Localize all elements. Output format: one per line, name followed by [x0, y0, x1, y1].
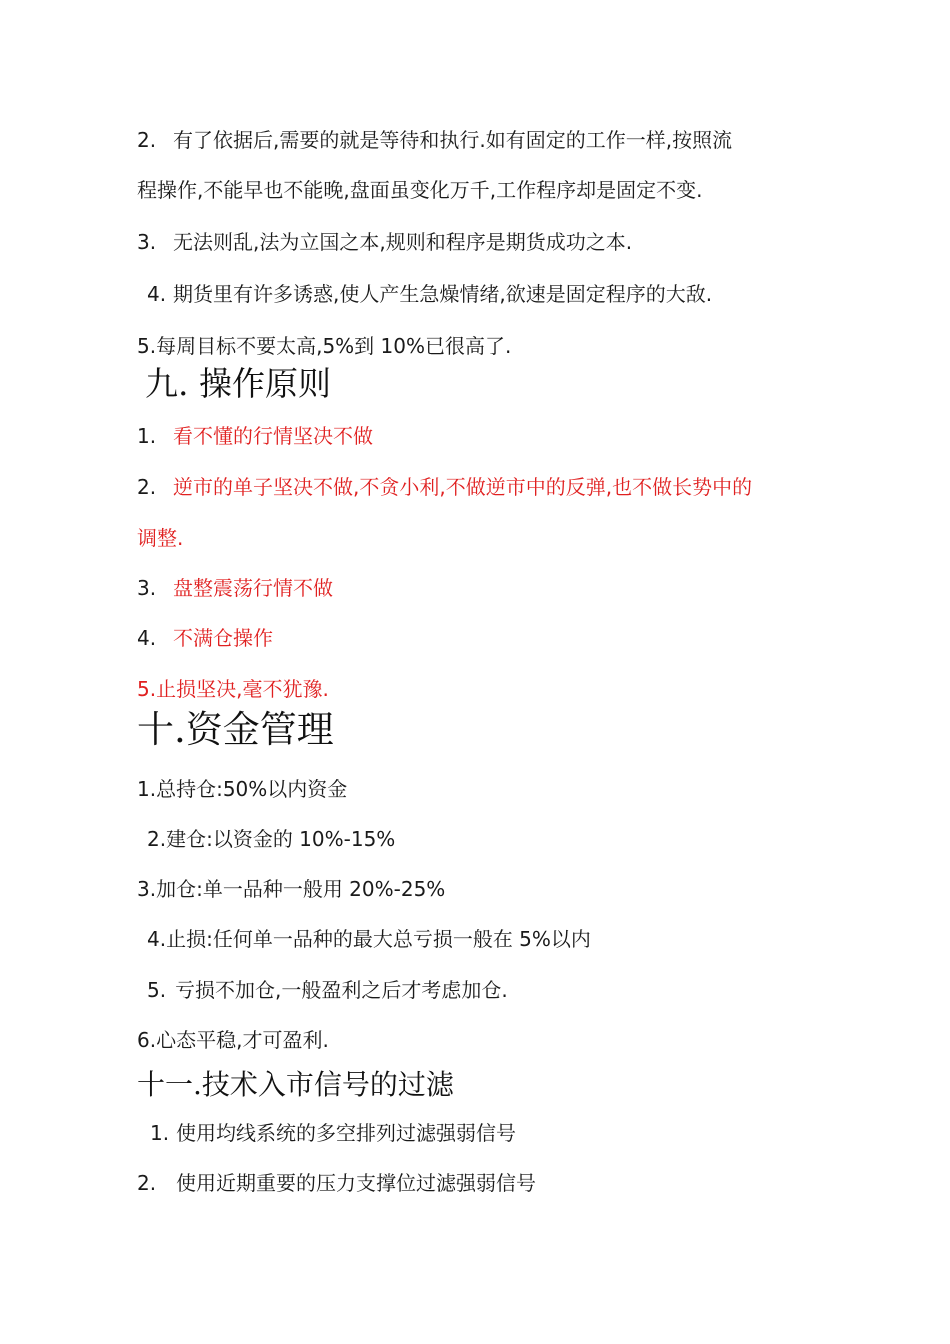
list-text: 无法则乱,法为立国之本,规则和程序是期货成功之本. — [173, 230, 633, 254]
s9-item2-line1 — [137, 474, 752, 500]
s9-item2-line2: 调整. — [137, 526, 184, 550]
list-text: 使用近期重要的压力支撑位过滤强弱信号 — [176, 1171, 536, 1195]
list-text: 不满仓操作 — [173, 626, 273, 650]
list-number: 1. — [137, 424, 157, 448]
s8-item3 — [137, 229, 632, 255]
list-number: 4. — [137, 626, 157, 650]
list-number: 2. — [137, 1171, 157, 1195]
list-text: 亏损不加仓,一般盈利之后才考虑加仓. — [175, 978, 508, 1002]
s10-item1: 1.总持仓:50%以内资金 — [137, 777, 348, 801]
s8-item5: 5.每周目标不要太高,5%到 10%已很高了. — [137, 334, 512, 358]
s8-item2-line2: 程操作,不能早也不能晚,盘面虽变化万千,工作程序却是固定不变. — [137, 178, 703, 202]
s11-item2 — [137, 1170, 536, 1196]
list-text: 看不懂的行情坚决不做 — [173, 424, 373, 448]
s9-item3 — [137, 575, 333, 601]
s10-item6: 6.心态平稳,才可盈利. — [137, 1028, 329, 1052]
s8-item4 — [147, 281, 712, 307]
s9-item5: 5.止损坚决,毫不犹豫. — [137, 677, 329, 701]
s10-item4: 4.止损:任何单一品种的最大总亏损一般在 5%以内 — [147, 927, 591, 951]
list-number: 1. — [150, 1121, 170, 1145]
s11-item1 — [150, 1120, 516, 1146]
list-number: 3. — [137, 230, 157, 254]
section9-heading: 九. 操作原则 — [145, 364, 331, 403]
s9-item4 — [137, 625, 273, 651]
s8-item2-line1 — [137, 127, 732, 153]
section11-heading: 十一.技术入市信号的过滤 — [137, 1068, 454, 1101]
list-number: 4. — [147, 282, 167, 306]
list-text: 使用均线系统的多空排列过滤强弱信号 — [176, 1121, 516, 1145]
list-number: 3. — [137, 576, 157, 600]
list-text: 期货里有许多诱惑,使人产生急燥情绪,欲速是固定程序的大敌. — [173, 282, 713, 306]
s10-item3: 3.加仓:单一品种一般用 20%-25% — [137, 877, 446, 901]
list-number: 5. — [147, 978, 167, 1002]
list-text: 有了依据后,需要的就是等待和执行.如有固定的工作一样,按照流 — [173, 128, 733, 152]
list-number: 2. — [137, 475, 157, 499]
list-text: 逆市的单子坚决不做,不贪小利,不做逆市中的反弹,也不做长势中的 — [173, 475, 753, 499]
list-number: 2. — [137, 128, 157, 152]
s9-item1 — [137, 423, 373, 449]
section10-heading: 十.资金管理 — [137, 708, 334, 751]
s10-item5 — [147, 977, 508, 1003]
list-text: 盘整震荡行情不做 — [173, 576, 333, 600]
s10-item2: 2.建仓:以资金的 10%-15% — [147, 827, 396, 851]
